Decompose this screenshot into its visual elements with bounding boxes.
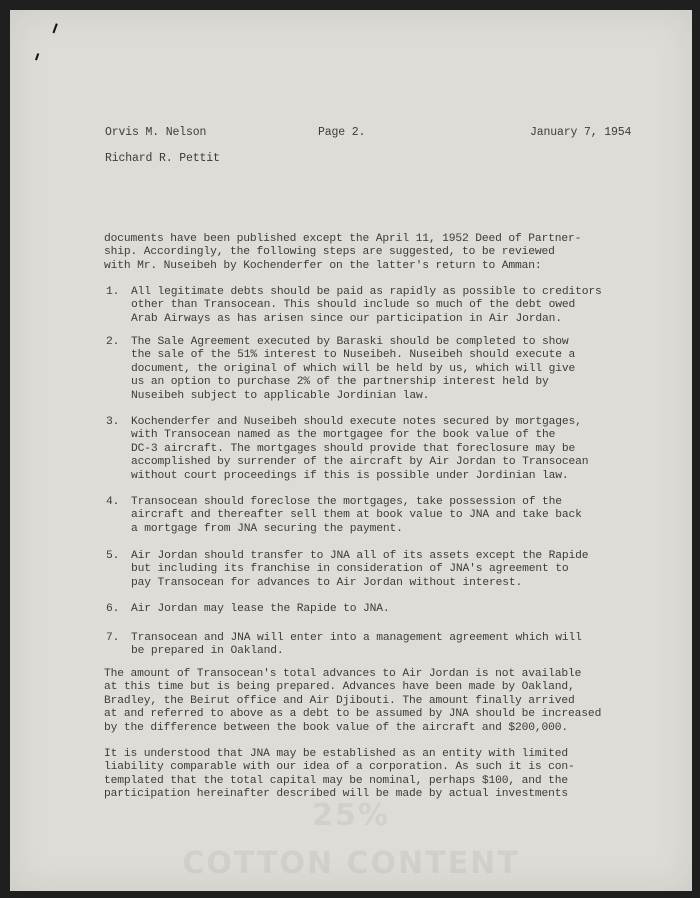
list-item bbox=[131, 632, 582, 659]
ink-mark bbox=[35, 53, 43, 62]
text-line: Nuseibeh subject to applicable Jordinian law. bbox=[131, 389, 430, 402]
document-page bbox=[10, 10, 692, 891]
text-line: Transocean and JNA will enter into a management agreement which will bbox=[131, 632, 582, 644]
list-item bbox=[131, 603, 390, 616]
text-line: document, the original of which will be held by us, which will give bbox=[131, 362, 576, 375]
text-line: It is understood that JNA may be established as an entity with limited bbox=[104, 748, 569, 760]
text-line: us an option to purchase 2% of the partnership interest held by bbox=[131, 376, 549, 389]
text-line: All legitimate debts should be paid as rapidly as possible to creditors bbox=[131, 286, 602, 298]
text-line: but including its franchise in consideration of JNA's agreement to bbox=[131, 563, 569, 576]
list-item bbox=[131, 416, 588, 483]
item-number: 3. bbox=[106, 416, 120, 428]
text-line: a mortgage from JNA securing the payment. bbox=[131, 522, 403, 535]
text-line: by the difference between the book value of the aircraft and $200,000. bbox=[104, 721, 569, 734]
paper-watermark: 25% bbox=[312, 798, 390, 833]
text-line: participation hereinafter described will be made by actual investments bbox=[104, 788, 569, 801]
intro-paragraph bbox=[104, 233, 581, 273]
text-line: with Mr. Nuseibeh by Kochenderfer on the latter's return to Amman: bbox=[104, 259, 542, 272]
text-line: liability comparable with our idea of a corporation. As such it is con- bbox=[104, 761, 575, 774]
text-line: Transocean should foreclose the mortgages, take possession of the bbox=[131, 496, 562, 508]
letter-date: January 7, 1954 bbox=[530, 126, 632, 139]
text-line: Air Jordan may lease the Rapide to JNA. bbox=[131, 603, 390, 615]
text-line: aircraft and thereafter sell them at book value to JNA and take back bbox=[131, 509, 582, 522]
text-line: without court proceedings if this is possible under Jordinian law. bbox=[131, 469, 569, 482]
list-item bbox=[131, 550, 588, 590]
item-number: 4. bbox=[106, 496, 120, 508]
text-line: the sale of the 51% interest to Nuseibeh. Nuseibeh should execute a bbox=[131, 349, 576, 362]
body-paragraph bbox=[104, 668, 601, 735]
text-line: Kochenderfer and Nuseibeh should execute notes secured by mortgages, bbox=[131, 416, 582, 428]
text-line: at this time but is being prepared. Advances have been made by Oakland, bbox=[104, 681, 575, 694]
text-line: The amount of Transocean's total advances to Air Jordan is not available bbox=[104, 668, 582, 680]
body-paragraph bbox=[104, 748, 575, 802]
page-number: Page 2. bbox=[318, 126, 366, 139]
item-number: 5. bbox=[106, 550, 120, 562]
text-line: documents have been published except the April 11, 1952 Deed of Partner- bbox=[104, 233, 582, 245]
text-line: The Sale Agreement executed by Baraski should be completed to show bbox=[131, 336, 569, 348]
text-line: Air Jordan should transfer to JNA all of its assets except the Rapide bbox=[131, 550, 589, 562]
text-line: templated that the total capital may be nominal, perhaps $100, and the bbox=[104, 774, 569, 787]
list-item bbox=[131, 286, 602, 326]
text-line: ship. Accordingly, the following steps are suggested, to be reviewed bbox=[104, 246, 555, 259]
text-line: Bradley, the Beirut office and Air Djibouti. The amount finally arrived bbox=[104, 694, 575, 707]
text-line: be prepared in Oakland. bbox=[131, 645, 284, 658]
list-item bbox=[131, 496, 582, 536]
text-line: accomplished by surrender of the aircraft by Air Jordan to Transocean bbox=[131, 456, 589, 469]
paper-watermark: COTTON CONTENT bbox=[182, 846, 520, 881]
addressee-name: Orvis M. Nelson bbox=[105, 126, 207, 139]
addressee-name-2: Richard R. Pettit bbox=[105, 152, 220, 165]
item-number: 7. bbox=[106, 632, 120, 644]
list-item bbox=[131, 336, 575, 403]
item-number: 6. bbox=[106, 603, 120, 615]
item-number: 1. bbox=[106, 286, 120, 298]
text-line: other than Transocean. This should include so much of the debt owed bbox=[131, 299, 576, 312]
text-line: DC-3 aircraft. The mortgages should provide that foreclosure may be bbox=[131, 442, 576, 455]
text-line: at and referred to above as a debt to be assumed by JNA should be increased bbox=[104, 708, 602, 721]
text-line: pay Transocean for advances to Air Jordan without interest. bbox=[131, 576, 523, 589]
text-line: Arab Airways as has arisen since our participation in Air Jordan. bbox=[131, 312, 562, 325]
item-number: 2. bbox=[106, 336, 120, 348]
ink-mark bbox=[52, 23, 61, 34]
text-line: with Transocean named as the mortgagee for the book value of the bbox=[131, 429, 556, 442]
